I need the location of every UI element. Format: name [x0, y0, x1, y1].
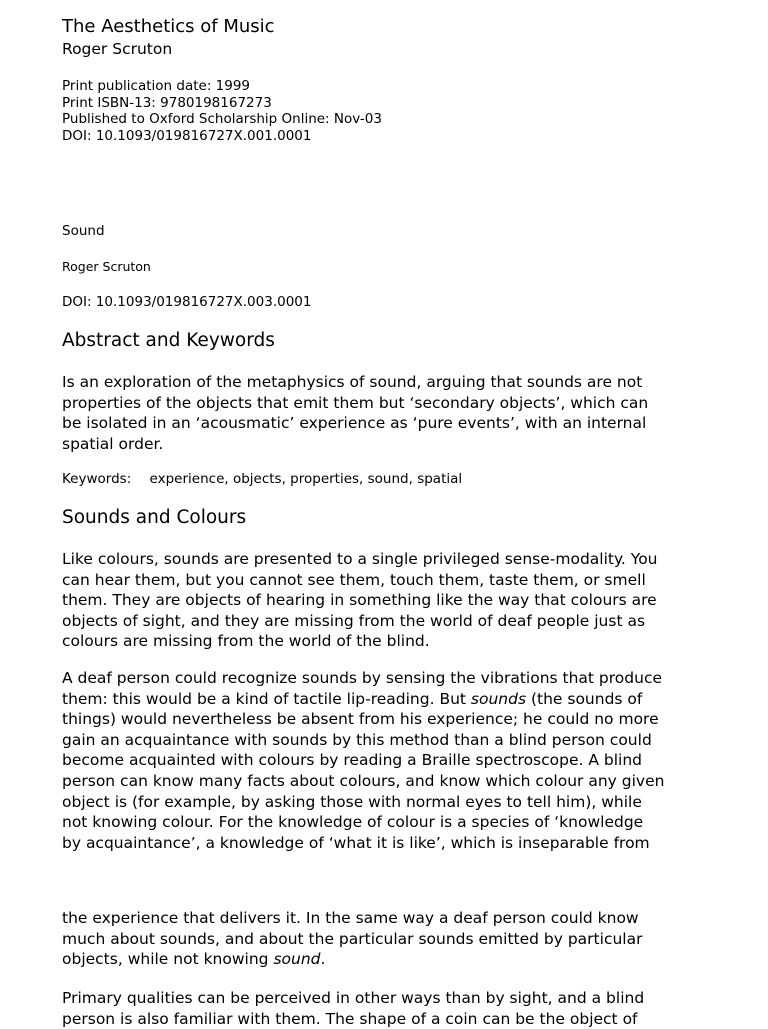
- chapter-title: Sound: [62, 223, 105, 239]
- abstract-line: be isolated in an ‘acousmatic’ experience as ‘pure events’, with an internal: [62, 414, 647, 433]
- text-line: person is also familiar with them. The shape of a coin can be the object of: [62, 1009, 638, 1028]
- print-publication-date: Print publication date: 1999: [62, 78, 251, 94]
- text-line: the experience that delivers it. In the same way a deaf person could know: [62, 909, 639, 927]
- published-online: Published to Oxford Scholarship Online: Nov-03: [62, 111, 382, 128]
- text-line: objects of sight, and they are missing from the world of deaf people just as: [62, 611, 646, 630]
- paragraph-3: [62, 908, 712, 970]
- text-line: can hear them, but you cannot see them, touch them, taste them, or smell: [62, 570, 646, 589]
- text-line: A deaf person could recognize sounds by sensing the vibrations that produce: [62, 669, 663, 687]
- book-title: The Aesthetics of Music: [62, 16, 275, 37]
- text-line: gain an acquaintance with sounds by this method than a blind person could: [62, 730, 652, 749]
- print-isbn: Print ISBN-13: 9780198167273: [62, 94, 272, 111]
- text-line: colours are missing from the world of the blind.: [62, 632, 430, 651]
- text-line: become acquainted with colours by reading a Braille spectroscope. A blind: [62, 751, 643, 770]
- text-line: [62, 689, 712, 710]
- text-line: Primary qualities can be perceived in other ways than by sight, and a blind: [62, 989, 645, 1007]
- abstract-line: properties of the objects that emit them but ‘secondary objects’, which can: [62, 393, 649, 412]
- abstract-line: spatial order.: [62, 434, 164, 453]
- abstract-text: [62, 372, 712, 454]
- book-author: Roger Scruton: [62, 40, 173, 58]
- text-segment: objects, while not knowing: [62, 950, 274, 969]
- section-heading: Sounds and Colours: [62, 507, 247, 528]
- text-line: object is (for example, by asking those with normal eyes to tell him), while: [62, 792, 642, 811]
- paragraph-1: [62, 549, 712, 652]
- keywords-list: experience, objects, properties, sound, spatial: [149, 471, 463, 487]
- book-doi: DOI: 10.1093/019816727X.001.0001: [62, 128, 312, 145]
- text-line: much about sounds, and about the particular sounds emitted by particular: [62, 929, 643, 948]
- paragraph-4: [62, 988, 712, 1029]
- emphasis-text: sound: [273, 950, 321, 969]
- chapter-author: Roger Scruton: [62, 259, 151, 274]
- keywords-label: Keywords:: [62, 471, 132, 487]
- text-segment: .: [320, 950, 326, 969]
- paragraph-2: [62, 668, 712, 853]
- text-line: Like colours, sounds are presented to a single privileged sense-modality. You: [62, 550, 658, 568]
- publication-info: [62, 78, 382, 145]
- text-segment: (the sounds of: [526, 689, 643, 708]
- text-segment: them: this would be a kind of tactile lip-reading. But: [62, 689, 471, 708]
- abstract-line: Is an exploration of the metaphysics of sound, arguing that sounds are not: [62, 373, 643, 391]
- text-line: them. They are objects of hearing in something like the way that colours are: [62, 591, 657, 610]
- text-line: by acquaintance’, a knowledge of ‘what it is like’, which is inseparable from: [62, 833, 650, 852]
- abstract-heading: Abstract and Keywords: [62, 330, 275, 351]
- emphasis-text: sounds: [470, 689, 527, 708]
- text-line: person can know many facts about colours, and know which colour any given: [62, 771, 665, 790]
- text-line: things) would nevertheless be absent from his experience; he could no more: [62, 710, 659, 729]
- chapter-doi: DOI: 10.1093/019816727X.003.0001: [62, 294, 312, 310]
- text-line: [62, 949, 712, 970]
- text-line: not knowing colour. For the knowledge of colour is a species of ‘knowledge: [62, 813, 644, 832]
- keywords: [62, 471, 462, 487]
